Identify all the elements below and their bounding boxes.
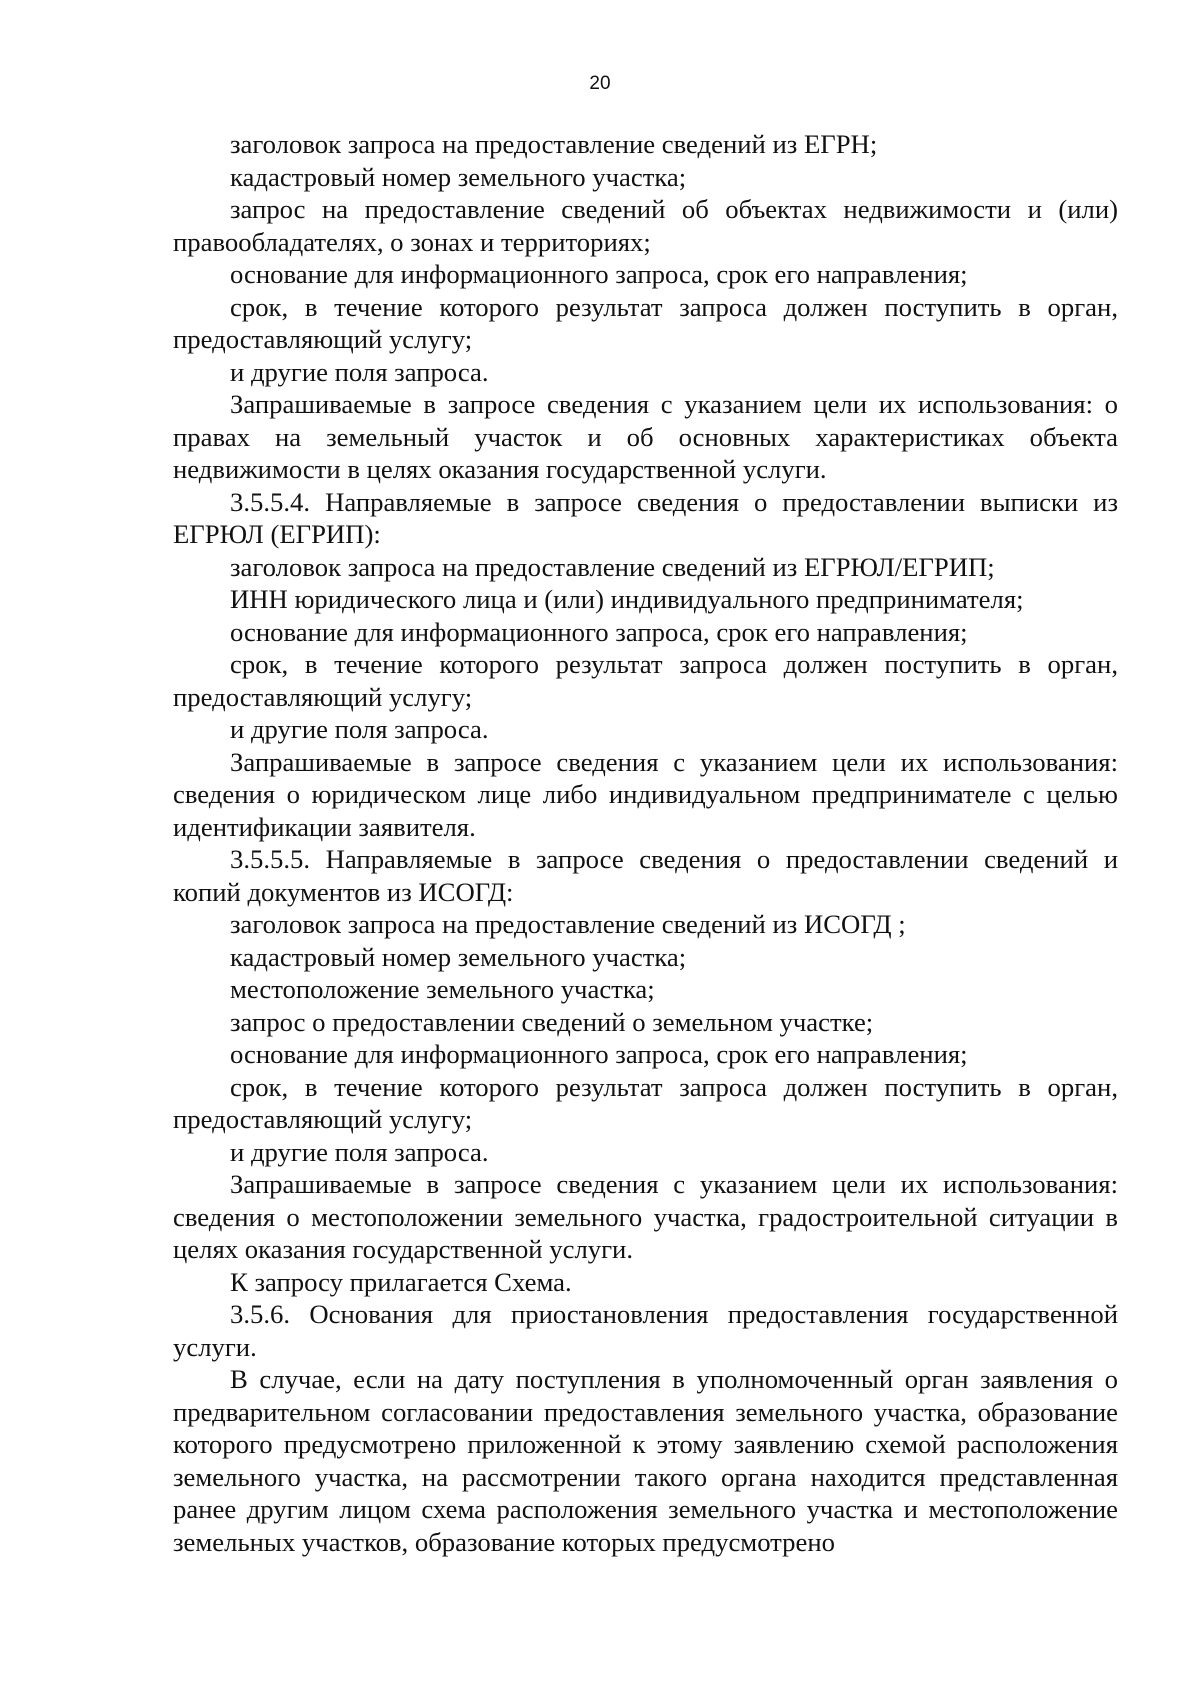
paragraph: местоположение земельного участка;: [230, 974, 655, 1004]
paragraph: основание для информационного запроса, срок его направления;: [230, 1039, 968, 1069]
page-number: 20: [589, 73, 611, 94]
paragraph: ИНН юридического лица и (или) индивидуального предпринимателя;: [230, 584, 1024, 614]
paragraph: запрос на предоставление сведений об объектах недвижимости и (или) правообладателях, о зонах и территориях;: [173, 194, 1118, 257]
paragraph: срок, в течение которого результат запроса должен поступить в орган, предоставляющий услугу;: [173, 1071, 1118, 1134]
paragraph: 3.5.5.4. Направляемые в запросе сведения о предоставлении выписки из ЕГРЮЛ (ЕГРИП):: [173, 486, 1118, 549]
paragraph: К запросу прилагается Схема.: [230, 1266, 572, 1297]
paragraph: срок, в течение которого результат запроса должен поступить в орган, предоставляющий услугу;: [173, 291, 1118, 354]
paragraph: заголовок запроса на предоставление сведений из ЕГРН;: [230, 129, 878, 159]
document-body: [173, 128, 1118, 1558]
paragraph: В случае, если на дату поступления в уполномоченный орган заявления о предварительном согласовании предоставления земельного участка, образование которого предусмотрено приложенной к этому заявлению схемой расположения земельного участка, на рассмотрении такого органа находится представленная ранее другим лицом схема расположения земельного участка и местоположение земельных участков, образование которых предусмотрено: [173, 1364, 1118, 1557]
paragraph: кадастровый номер земельного участка;: [230, 941, 687, 972]
paragraph: 3.5.5.5. Направляемые в запросе сведения о предоставлении сведений и копий документов из ИСОГД:: [173, 844, 1118, 907]
paragraph: основание для информационного запроса, срок его направления;: [230, 616, 968, 647]
paragraph: заголовок запроса на предоставление сведений из ЕГРЮЛ/ЕГРИП;: [230, 551, 995, 582]
paragraph: 3.5.6. Основания для приостановления предоставления государственной услуги.: [173, 1299, 1118, 1362]
paragraph: и другие поля запроса.: [230, 1136, 489, 1167]
paragraph: кадастровый номер земельного участка;: [230, 161, 687, 192]
paragraph: основание для информационного запроса, срок его направления;: [230, 259, 968, 289]
paragraph: заголовок запроса на предоставление сведений из ИСОГД ;: [230, 909, 906, 939]
paragraph: Запрашиваемые в запросе сведения с указанием цели их использования: сведения о местоположении земельного участка, градостроительной ситуации в целях оказания государственной услуги.: [173, 1169, 1118, 1264]
paragraph: и другие поля запроса.: [230, 356, 489, 387]
paragraph: и другие поля запроса.: [230, 714, 489, 744]
paragraph: Запрашиваемые в запросе сведения с указанием цели их использования: о правах на земельный участок и об основных характеристиках объекта недвижимости в целях оказания государственной услуги.: [173, 389, 1118, 484]
paragraph: срок, в течение которого результат запроса должен поступить в орган, предоставляющий услугу;: [173, 649, 1118, 712]
paragraph: запрос о предоставлении сведений о земельном участке;: [230, 1006, 874, 1037]
paragraph: Запрашиваемые в запросе сведения с указанием цели их использования: сведения о юридическом лице либо индивидуальном предпринимателе с целью идентификации заявителя.: [173, 746, 1118, 842]
